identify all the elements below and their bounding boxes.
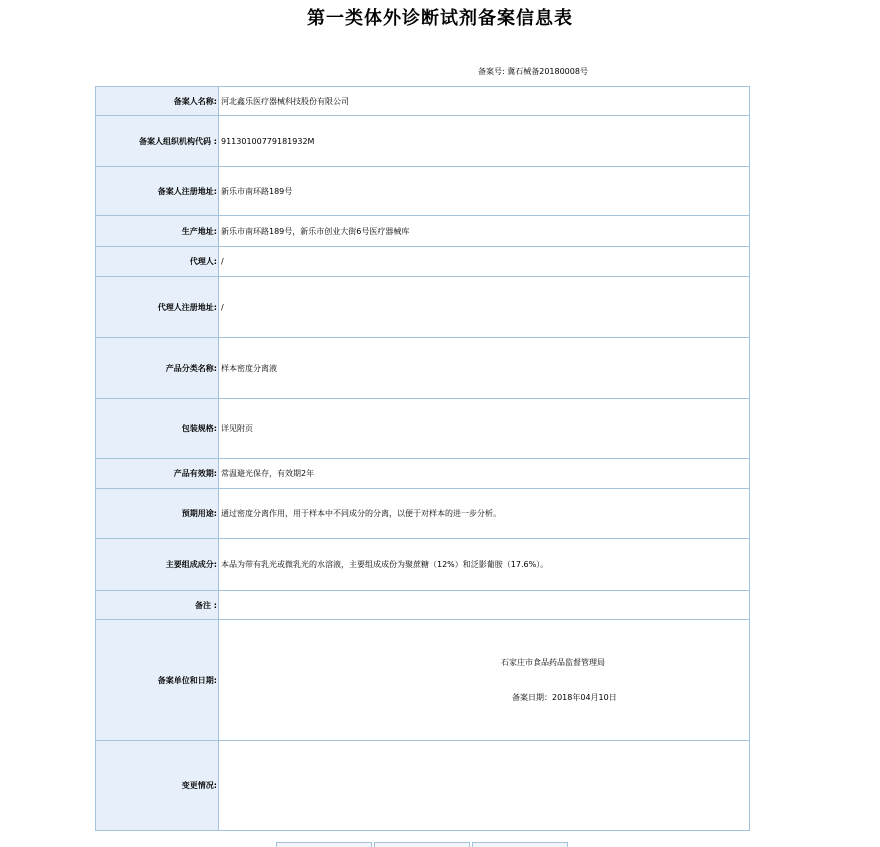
production-address-value: 新乐市南环路189号，新乐市创业大街6号医疗器械库	[219, 216, 750, 247]
footer-button[interactable]	[276, 842, 372, 847]
agent-label: 代理人:	[96, 247, 219, 277]
agent-value: /	[219, 247, 750, 277]
production-address-label: 生产地址:	[96, 216, 219, 247]
shelf-life-value: 常温避光保存，有效期2年	[219, 459, 750, 489]
product-category-value: 样本密度分离液	[219, 338, 750, 399]
table-row	[96, 459, 750, 489]
filing-unit-name: 石家庄市食品药品监督管理局	[501, 658, 605, 667]
package-spec-label: 包装规格:	[96, 399, 219, 459]
intended-use-label: 预期用途:	[96, 489, 219, 539]
package-spec-value: 详见附页	[219, 399, 750, 459]
table-row	[96, 116, 750, 167]
filer-name-value: 河北鑫乐医疗器械科技股份有限公司	[219, 87, 750, 116]
footer-buttons	[276, 842, 568, 846]
filing-unit-date-label: 备案单位和日期:	[96, 620, 219, 741]
table-row	[96, 87, 750, 116]
remarks-value	[219, 591, 750, 620]
filing-date: 备案日期：2018年04月10日	[512, 693, 617, 702]
filing-info-table	[95, 86, 750, 831]
table-row	[96, 338, 750, 399]
remarks-label: 备注 :	[96, 591, 219, 620]
table-row	[96, 216, 750, 247]
page-title: 第一类体外诊断试剂备案信息表	[307, 8, 573, 29]
table-row	[96, 247, 750, 277]
org-code-label: 备案人组织机构代码 :	[96, 116, 219, 167]
table-row	[96, 539, 750, 591]
filer-name-label: 备案人名称:	[96, 87, 219, 116]
main-components-value: 本品为带有乳光或微乳光的水溶液，主要组成成份为聚蔗糖（12%）和泛影葡胺（17.6%）。	[219, 539, 750, 591]
change-status-value	[219, 741, 750, 831]
agent-address-label: 代理人注册地址:	[96, 277, 219, 338]
table-row	[96, 489, 750, 539]
intended-use-value: 通过密度分离作用，用于样本中不同成分的分离，以便于对样本的进一步分析。	[219, 489, 750, 539]
shelf-life-label: 产品有效期:	[96, 459, 219, 489]
table-row	[96, 741, 750, 831]
change-status-label: 变更情况:	[96, 741, 219, 831]
registered-address-value: 新乐市南环路189号	[219, 167, 750, 216]
filing-unit-date-value	[219, 620, 750, 741]
table-row	[96, 620, 750, 741]
record-number: 备案号: 冀石械备20180008号	[478, 67, 588, 76]
org-code-value: 91130100779181932M	[219, 116, 750, 167]
table-row	[96, 591, 750, 620]
product-category-label: 产品分类名称:	[96, 338, 219, 399]
main-components-label: 主要组成成分:	[96, 539, 219, 591]
footer-button[interactable]	[472, 842, 568, 847]
agent-address-value: /	[219, 277, 750, 338]
footer-button[interactable]	[374, 842, 470, 847]
table-row	[96, 167, 750, 216]
registered-address-label: 备案人注册地址:	[96, 167, 219, 216]
table-row	[96, 277, 750, 338]
table-row	[96, 399, 750, 459]
